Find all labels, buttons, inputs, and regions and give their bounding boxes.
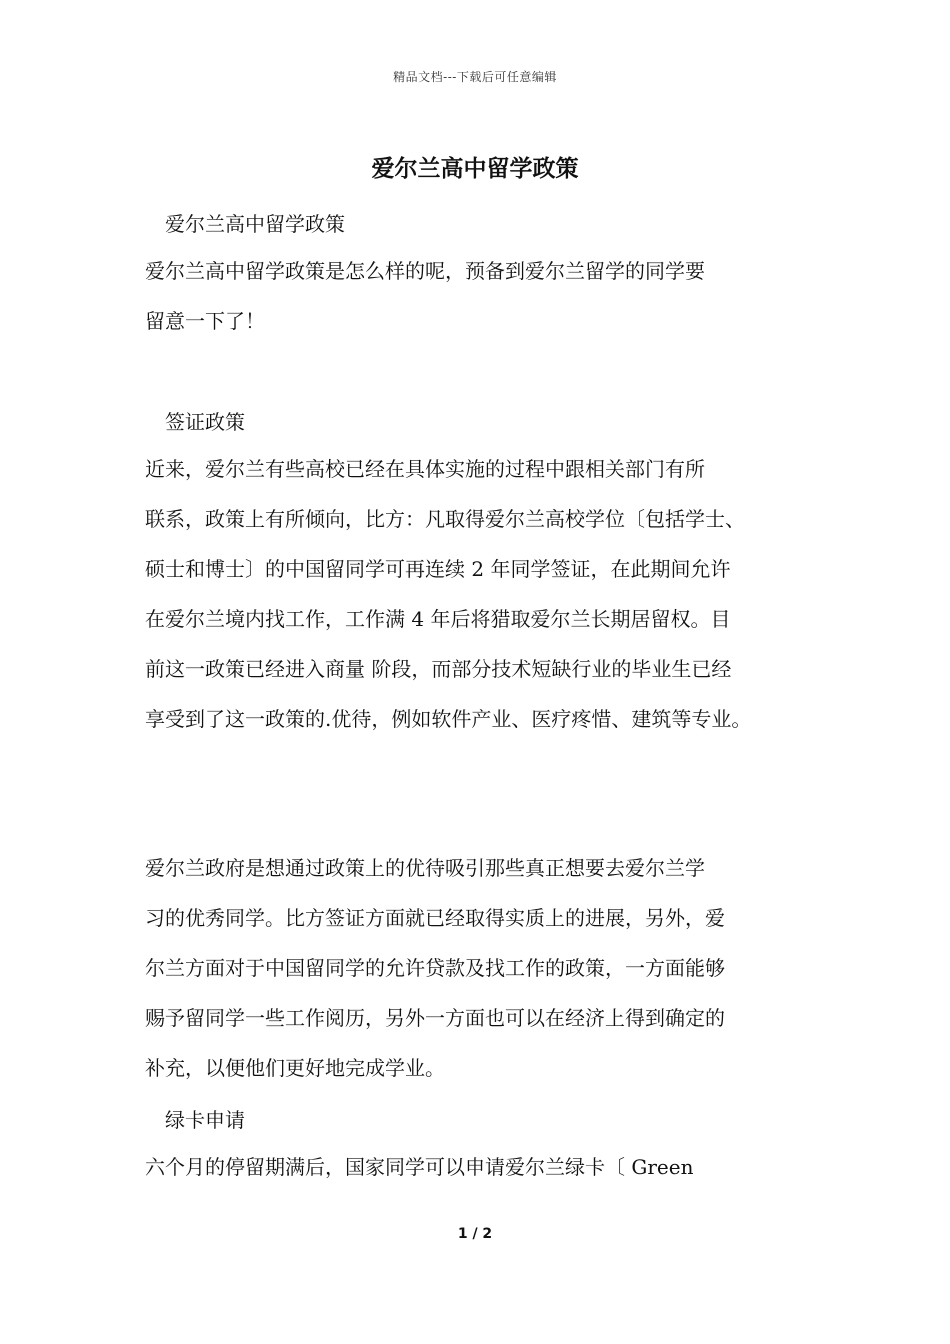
paragraph-line: 六个月的停留期满后，国家同学可以申请爱尔兰绿卡〔 Green [145, 1155, 694, 1179]
visa-paragraph [145, 444, 815, 744]
greencard-paragraph [145, 1142, 815, 1192]
paragraph-line: 爱尔兰政府是想通过政策上的优待吸引那些真正想要去爱尔兰学 [145, 856, 705, 880]
paragraph-line: 赐予留同学一些工作阅历，另外一方面也可以在经济上得到确定的 [145, 1006, 725, 1030]
page-indicator: 1 / 2 [457, 1226, 493, 1242]
paragraph-line: 近来，爱尔兰有些高校已经在具体实施的过程中跟相关部门有所 [145, 457, 705, 481]
paragraph-line: 享受到了这一政策的.优待，例如软件产业、医疗疼惜、建筑等专业。 [145, 707, 752, 731]
paragraph-line: 在爱尔兰境内找工作，工作满 4 年后将猎取爱尔兰长期居留权。目 [145, 607, 731, 631]
intro-paragraph [145, 246, 815, 346]
document-subtitle: 爱尔兰高中留学政策 [165, 212, 345, 236]
paragraph-line: 尔兰方面对于中国留同学的允许贷款及找工作的政策，一方面能够 [145, 956, 725, 980]
paragraph-line: 前这一政策已经进入商量 阶段，而部分技术短缺行业的毕业生已经 [145, 657, 732, 681]
paragraph-line: 习的优秀同学。比方签证方面就已经取得实质上的进展，另外，爱 [145, 906, 725, 930]
government-paragraph [145, 843, 815, 1093]
paragraph-line: 留意一下了！ [145, 309, 265, 333]
greencard-heading: 绿卡申请 [165, 1108, 245, 1132]
paragraph-line: 硕士和博士〕的中国留同学可再连续 2 年同学签证，在此期间允许 [145, 557, 731, 581]
paragraph-line: 爱尔兰高中留学政策是怎么样的呢，预备到爱尔兰留学的同学要 [145, 259, 705, 283]
header-note: 精品文档---下载后可任意编辑 [393, 70, 557, 84]
paragraph-line: 联系，政策上有所倾向，比方：凡取得爱尔兰高校学位〔包括学士、 [145, 507, 745, 531]
paragraph-line: 补充，以便他们更好地完成学业。 [145, 1056, 445, 1080]
document-title: 爱尔兰高中留学政策 [371, 155, 579, 182]
visa-heading: 签证政策 [165, 410, 245, 434]
